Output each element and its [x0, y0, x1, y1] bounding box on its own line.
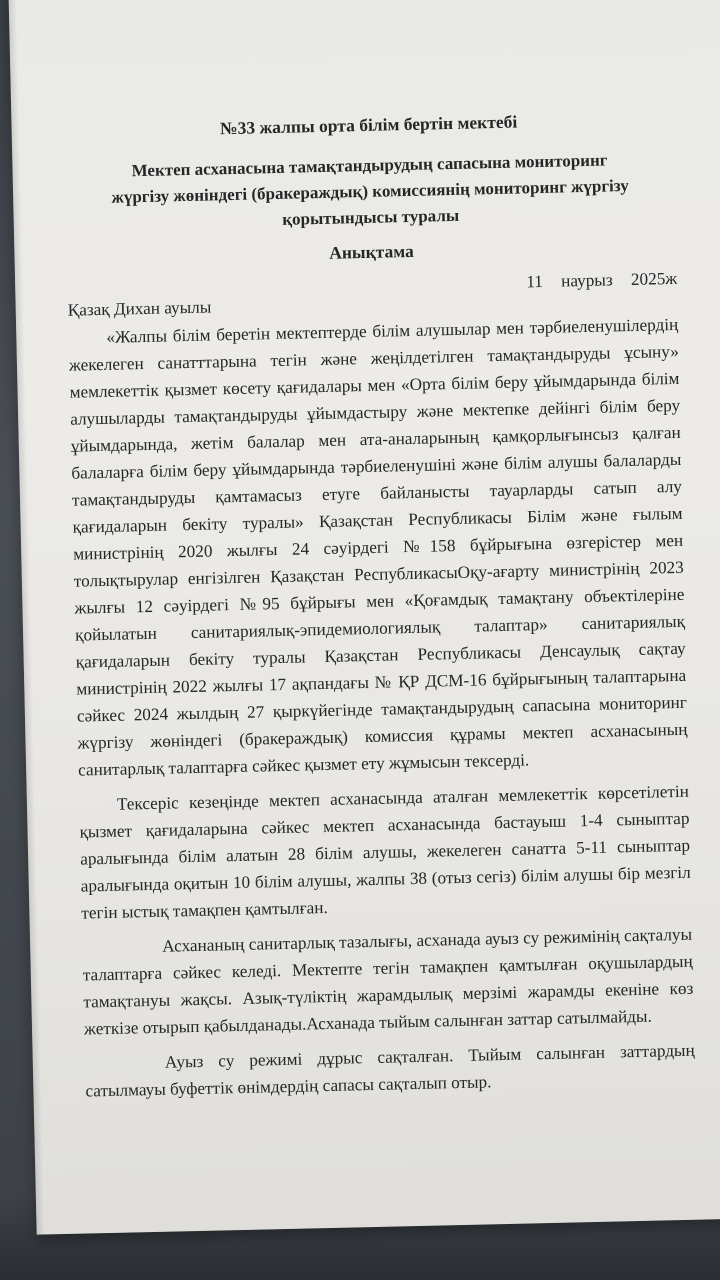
- document-heading: Анықтама: [328, 240, 414, 263]
- title-line: Мектеп асханасына тамақтандырудың сапасына мониторинг: [131, 150, 608, 181]
- document-page: [8, 0, 720, 1235]
- page-edge-shadow: [8, 0, 45, 1235]
- document-title: [64, 146, 676, 238]
- document-date: 11 наурыз 2025ж: [526, 268, 678, 292]
- place-name: Қазақ Дихан ауылы: [67, 297, 212, 320]
- paragraph-conclusion: Ауыз су режимі дұрыс сақталған. Тыйым салынған заттардың сатылмауы буфеттік өнімдердің сапасы сақталып отыр.: [85, 1040, 695, 1101]
- title-line: қорытындысы туралы: [282, 205, 460, 229]
- paragraph-intro: «Жалпы білім беретін мектептерде білім алушылар мен тәрбиеленушілердің жекелеген санатттарына тегін және жеңілдетілген тамақтандыруды ұсыну» мемлекеттік қызмет көсету қағидалары мен «Орта білім беру ұйымдарында білім алушыларды тамақтандыруды ұйымдастыру және мектепке дейінгі білім беру ұйымдарында, жетім балалар мен ата-аналарының қамқорлығынсыз қалған балаларға білім беру ұйымдарында тәрбиеленушіні және білім алушы балаларды тамақтандыруды қамтамасыз етуге байланысты тауарларды сатып алу қағидаларын бекіту туралы» Қазақстан Республикасы Білім және ғылым министрінің 2020 жылғы 24 сәуірдегі №158 бұйрығына өзгерістер мен толықтырулар енгізілген Қазақстан РеспубликасыОқу-ағарту министрінің 2023 жылғы 12 сәуірдегі №95 бұйрығы мен «Қоғамдық тамақтану объектілеріне қойылатын санитариялық-эпидемиологиялық талаптар» санитариялық қағидаларын бекіту туралы Қазақстан Республикасы Денсаулық сақтау министрінің 2022 жылғы 17 ақпандағы № ҚР ДСМ-16 бұйрығының талаптарына сәйкес 2024 жылдың 27 қыркүйегінде тамақтандырудың сапасына мониторинг жүргізу жөніндегі (бракераждық) комиссия құрамы мектеп асханасының санитарлық талаптарға сәйкес қызмет ету жұмысын тексерді.: [68, 314, 688, 780]
- document-content: [63, 105, 695, 1105]
- paragraph-sanitary: Асхананың санитарлық тазалығы, асханада ауыз су режимінің сақталуы талаптарға сәйкес келеді. Мектепте тегін тамақпен қамтылған оқушылардың тамақтануы жақсы. Азық-түліктің жарамдылық мерзімі жарамды екеніне көз жеткізе отырып қабылданады.Асханада тыйым салынған заттар сатылмайды.: [82, 924, 694, 1039]
- paragraph-inspection: Тексеріс кезеңінде мектеп асханасында аталған мемлекеттік көрсетілетін қызмет қағидаларына сәйкес мектеп асханасында бастауыш 1-4 сыныптар аралығында білім алатын 28 білім алушы, жекелеген санатта 5-11 сыныптар аралығында оқитын 10 білім алушы, жалпы 38 (отыз сегіз) білім алушы бір мезгіл тегін ыстық тамақпен қамтылған.: [79, 781, 691, 923]
- school-name: №33 жалпы орта білім бертін мектебі: [219, 111, 518, 139]
- title-line: жүргізу жөніндегі (бракераждық) комиссиянің мониторинг жүргізу: [111, 175, 629, 207]
